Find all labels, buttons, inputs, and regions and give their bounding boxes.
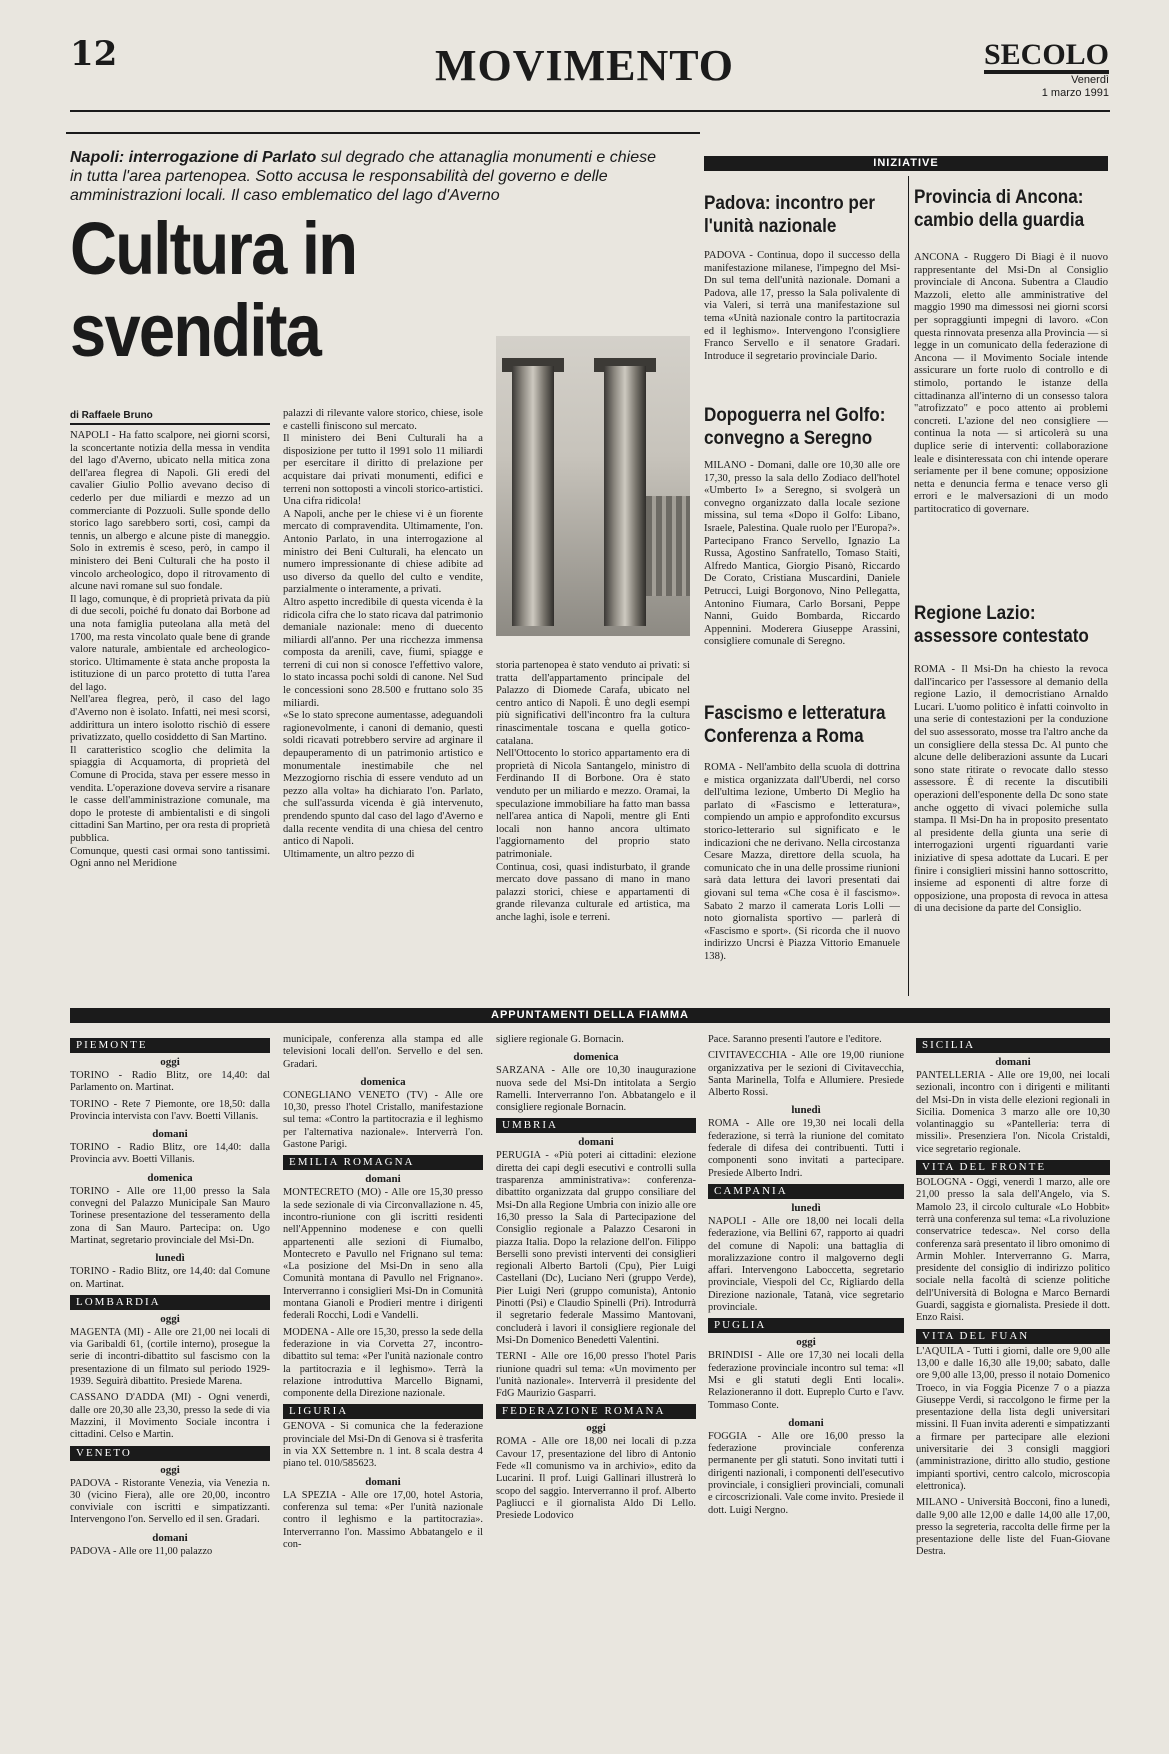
appointment-item: TORINO - Radio Blitz, ore 14,40: dal Comune on. Martinat.: [70, 1266, 270, 1290]
appuntamenti-col-2: [283, 1034, 483, 1744]
appointment-item: MILANO - Università Bocconi, fino a lunedì, dalle 9,00 alle 12,00 e dalle 14,00 alle 17,00, presso la segreteria, raccolta delle firme per la presentazione delle liste del Fuan-Giovane Destra.: [916, 1497, 1110, 1558]
day-heading: oggi: [586, 1422, 606, 1435]
appointment-item: BOLOGNA - Oggi, venerdì 1 marzo, alle ore 21,00 presso la sala dell'Angelo, via S. Mamolo 23, il circolo culturale «Lo Hobbit» terrà una conferenza sul tema: «La rivoluzione conservatrice tedesca». Nel corso della conferenza sarà presentato il libro omonimo di Armin Mohler. Interverranno G. Marra, presidente del consiglio di indirizzo politico sociale nella facoltà di scienze politiche dell'Università di Bologna e Marco Bernardi Guardi, saggista e giornalista. Presiede il dott. Enzo Raisi.: [916, 1177, 1110, 1324]
region-heading: VENETO: [70, 1446, 270, 1461]
appointment-item: BRINDISI - Alle ore 17,30 nei locali della federazione provinciale incontro sul tema: «Il Msi e gli statuti degli Enti locali». Relazioneranno il dott. Eupreplo Curto e l'avv. Tommaso Conte.: [708, 1350, 904, 1411]
region-heading: LOMBARDIA: [70, 1295, 270, 1310]
day-heading: oggi: [160, 1463, 180, 1476]
dopoguerra-title: Dopoguerra nel Golfo: convegno a Seregno: [704, 405, 886, 449]
region-heading: LIGURIA: [283, 1404, 483, 1419]
kicker-rest: sul degrado che attanaglia monumenti e chiese in tutta l'area partenopea. Sotto accusa le responsabilità del governo e delle amministrazioni locali. Il caso emblematico del lago d'Averno: [70, 149, 657, 204]
lazio-title: Regione Lazio: assessore contestato: [914, 603, 1089, 647]
day-heading: lunedì: [155, 1252, 185, 1265]
appointment-item: GENOVA - Si comunica che la federazione provinciale del Msi-Dn di Genova si è trasferita in via XX Settembre n. 1 int. 8 scala destra 4 piano tel. 010/585623.: [283, 1421, 483, 1470]
region-heading: FEDERAZIONE ROMANA: [496, 1404, 696, 1419]
appointment-item: NAPOLI - Alle ore 18,00 nei locali della federazione, via Bellini 67, rapporto ai quadri del comune di Napoli: una battaglia di moralizzazione contro il malgoverno degli affari. Intervengono Laboccetta, segretario provinciale, Viespoli del Cc, Rigliardo della Direzione nazionale, Tatanà, vice segretario provinciale.: [708, 1215, 904, 1314]
byline: di Raffaele Bruno: [70, 410, 270, 425]
appointment-item: CONEGLIANO VENETO (TV) - Alle ore 10,30, presso l'hotel Cristallo, manifestazione sul tema: «Contro la partitocrazia e il leghismo per l'alternativa nazionale». Interverrà l'on. Gastone Parigi.: [283, 1089, 483, 1151]
appointment-item: municipale, conferenza alla stampa ed alle televisioni locali dell'on. Servello e del sen. Gradari.: [283, 1034, 483, 1070]
article-headline: Cultura in svendita: [70, 208, 357, 372]
appointment-item: SARZANA - Alle ore 10,30 inaugurazione nuova sede del Msi-Dn intitolata a Sergio Ramelli. Interverranno l'on. Abbatangelo e il consigliere regionale Bornacin.: [496, 1065, 696, 1114]
doric-column-left: [512, 366, 554, 626]
article-col-3: storia partenopea è stato venduto ai privati: si tratta dell'appartamento principale del Palazzo di Diomede Carafa, ubicato nel centro antico di Napoli. È uno degli esempi più significativi dell'incontro fra la cultura rinascimentale toscana e quella gotico-catalana. Nell'Ottocento lo storico appartamento era di proprietà di Nicola Santangelo, ministro di Ferdinando II di Borbone. Ora è stato venduto per un miliardo e mezzo. Oramai, la speculazione immobiliare ha fatto man bassa nell'area antica di Napoli, mentre gli Enti locali non hanno ancora ultimato l'aggiornamento del proprio stato patrimoniale. Continua, così, quasi indisturbato, il grande mercato dove passano di mano in mano palazzi storici, chiese e appartamenti di grande rilevanza culturale ed artistica, ma anche laghi, isole e terreni.: [496, 660, 690, 923]
region-heading: CAMPANIA: [708, 1184, 904, 1199]
doric-column-right: [604, 366, 646, 626]
region-heading: PIEMONTE: [70, 1038, 270, 1053]
issue-day: Venerdì: [1071, 74, 1109, 86]
appointment-item: ROMA - Alle ore 19,30 nei locali della federazione, si terrà la riunione del comitato federale di difesa dei contribuenti. Tutti i componenti sono invitati a partecipare. Presiede Alberto Indri.: [708, 1118, 904, 1179]
appointment-item: TORINO - Alle ore 11,00 presso la Sala convegni del Palazzo Municipale San Mauro Torinese presentazione del tesseramento della zona di San Mauro. Partecipa: on. Ugo Martinat, segretario provinciale del Msi-Dn.: [70, 1185, 270, 1246]
dopoguerra-text: MILANO - Domani, dalle ore 10,30 alle ore 17,30, presso la sala dello Zodiaco dell'hotel «Umberto I» a Seregno, si svolgerà un convegno organizzato dalla locale sezione missina, sul tema «Dopo il Golfo: Libano, Israele, Palestina. Quale ruolo per l'Europa?». Partecipano Franco Servello, Ignazio La Russa, Agostino Sanfratello, Tomaso Staiti, Alfredo Mantica, Giorgio Pisanò, Riccardo De Corato, Cristiana Muscardini, Daniele Petrucci, Luigi Borgonovo, Nino Pellegatta, Antonino Fiumara, Carlo Borsani, Peppe Nanni, Guido Bombarda, Riccardo Appennini. Moderera Giuseppe Arassini, consigliere comunale di Seregno.: [704, 460, 900, 648]
header-rule: [70, 110, 1110, 112]
article-col-2: palazzi di rilevante valore storico, chiese, isole e castelli finiscono sul mercato. Il ministero dei Beni Culturali ha a disposizione per tutto il 1991 solo 11 miliardi per esercitare il diritto di prelazione per acquistare dai privati monumenti, edifici e terreni non sottoposti a vincoli storico-artistici. Una cifra ridicola! A Napoli, anche per le chiese vi è un fiorente mercato di compravendita. Ultimamente, l'on. Antonio Parlato, in una interrogazione al ministro dei Beni Culturali, ha elencato un numero impressionante di chiese adibite ad uso diverso da quello del culto e vendite, parzialmente o interamente, a privati. Altro aspetto incredibile di questa vicenda è la ridicola cifra che lo stato ricava dal patrimonio demaniale nazionale: meno di duecento miliardi all'anno. Per una ricchezza immensa composta da arenili, cave, fiumi, spiagge e terreni di cui non si conosce l'effettivo valore, lo stato incassa pochi soldi di canone. Nel Sud le concessioni sono 28.500 e fruttano solo 35 miliardi. «Se lo stato sprecone aumentasse, adeguandoli ragionevolmente, i canoni di demanio, questi soldi ricavati potrebbero servire ad arginare il depauperamento di un patrimonio artistico e monumentale inestimabile che nel Mezzogiorno rischia di essere venduto ad un pezzo alla volta» ha dichiarato l'on. Parlato, che sull'assurda vicenda è già intervenuto, prendendo spunto dal caso del lago d'Averno e dalla recente vendita di una chiesa del centro antico di Napoli. Ultimamente, un altro pezzo di: [283, 408, 483, 860]
appointment-item: ROMA - Alle ore 18,00 nei locali di p.zza Cavour 17, presentazione del libro di Antonio Fede «Il comunismo va in archivio», edito da Lucarini. Il prof. Luigi Gallinari illustrerà lo scopo del saggio. Interverranno il prof. Alberto Pagliucci e il giornalista Aldo Di Lello. Presiede Lodovico: [496, 1436, 696, 1522]
day-heading: lunedì: [791, 1201, 821, 1214]
appuntamenti-col-1: [70, 1034, 270, 1744]
article-kicker: [70, 148, 670, 205]
ancona-text: ANCONA - Ruggero Di Biagi è il nuovo rappresentante del Msi-Dn al Consiglio provinciale di Ancona. Subentra a Claudio Mazzoli, eletto alle amministrative del maggio 1990 ma dimessosi nei giorni scorsi per sopraggiunti impegni di lavoro. «Con questa rinnovata presenza alla Provincia — si legge in un comunicato della federazione di Ancona — il Movimento Sociale intende assicurare un forte ruolo di controllo e di stimolo, portando le istanze della cittadinanza all'interno di un consesso talora "atrofizzato" e poco attento ai problemi concreti. L'azione del neo consigliere — continua la nota — si articolerà su una duplice serie di interventi: collaborazione leale e disinteressata con chi intende operare seriamente per il bene comune; opposizione netta e denuncia ferma e tenace verso gli errori e le malversazioni di un modo partitocratico di governare.: [914, 252, 1108, 515]
appointment-item: TORINO - Rete 7 Piemonte, ore 18,50: dalla Provincia intervista con l'avv. Boetti Villanis.: [70, 1098, 270, 1122]
appointment-item: L'AQUILA - Tutti i giorni, dalle ore 9,00 alle 13,00 e dalle 16,30 alle 19,00; sabato, dalle ore 9,00 alle 13,00, presso il notaio Domenico Troeco, in via Foggia Picenze 7 o a piazza Giuseppe Verdi, si raccolgono le firme per la presentazione della lista degli universitari missini. Il Fuan invita aderenti e simpatizzanti a firmare per partecipare alle elezioni universitarie dei 3 consigli maggiori (amministrazione, diritto allo studio, gestione impianti sportivi, centro calcolo, microscopia elettronica).: [916, 1345, 1110, 1492]
day-heading: domani: [578, 1136, 614, 1149]
day-heading: domenica: [147, 1171, 193, 1184]
padova-text: PADOVA - Continua, dopo il successo della manifestazione milanese, l'impegno del Msi-Dn sul tema dell'unità nazionale. Domani a Padova, alle 17, presso la Sala polivalente di via Valeri, si terrà una manifestazione sul tema «Unità nazionale contro la partitocrazia ed il leghismo». Intervengono l'consigliere Franco Servello e il senatore Gradari. Introduce il segretario provinciale Dario.: [704, 250, 900, 362]
appointment-item: CIVITAVECCHIA - Alle ore 19,00 riunione organizzativa per le sezioni di Civitavecchia, Santa Marinella, Tolfa e Allumiere. Presiede Alberto Rossi.: [708, 1050, 904, 1099]
day-heading: oggi: [796, 1336, 816, 1349]
appointment-item: TORINO - Radio Blitz, ore 14,40: dalla Provincia avv. Boetti Villanis.: [70, 1142, 270, 1166]
day-heading: domani: [995, 1056, 1031, 1068]
section-title: MOVIMENTO: [434, 41, 735, 90]
appuntamenti-bar: APPUNTAMENTI DELLA FIAMMA: [70, 1008, 1110, 1023]
appointment-item: LA SPEZIA - Alle ore 17,00, hotel Astoria, conferenza sul tema: «Per l'unità nazionale contro il leghismo e la partitocrazia». Interverranno l'on. Massimo Abbatangelo e il con-: [283, 1489, 483, 1550]
day-heading: domani: [788, 1416, 824, 1429]
region-heading: VITA DEL FUAN: [916, 1329, 1110, 1344]
day-heading: lunedì: [791, 1104, 821, 1117]
appointment-item: CASSANO D'ADDA (MI) - Ogni venerdì, dalle ore 20,30 alle 23,30, presso la sede di via Mazzini, il Movimento Sociale incontra i cittadini. Celso e Martin.: [70, 1392, 270, 1441]
appointment-item: MODENA - Alle ore 15,30, presso la sede della federazione in via Corvetta 27, incontro-dibattito sul tema: «Per l'unità nazionale contro la partitocrazia e il leghismo». Terrà la relazione introduttiva Marcello Bignami, componente della Direzione nazionale.: [283, 1326, 483, 1400]
appointment-item: FOGGIA - Alle ore 16,00 presso la federazione provinciale conferenza permanente per gli statuti. Sono invitati tutti i dirigenti nazionali, i componenti dell'esecutivo provinciale, i consiglieri provinciali, comunali e circoscrizionali. Vale come invito. Presiede il dott. Luigi Nergno.: [708, 1430, 904, 1516]
region-heading: SICILIA: [916, 1038, 1110, 1053]
day-heading: oggi: [160, 1056, 180, 1068]
day-heading: domani: [365, 1475, 401, 1488]
ancona-title: Provincia di Ancona: cambio della guardia: [914, 187, 1085, 231]
appointment-item: PERUGIA - «Più poteri ai cittadini: elezione diretta dei capi degli esecutivi e controlli sulla trasparenza amministrativa»: conferenza-dibattito organizzata dal gruppo consiliare del Msi-Dn alla Regione Umbria con inizio alle ore 16,30 presso la Sala di Partecipazione del Consiglio regionale a Palazzo Cesaroni in piazza Italia. Dopo la relazione dell'on. Filippo Berselli sono previsti interventi dei consiglieri regionali Alberto Bartoli (Cpu), Pier Luigi Castellani (Dc), Luciano Neri (gruppo Verde), Pier Luigi Neri (gruppo comunista), Antonio Pinotti (Psi) e Claudio Spinelli (Pri). Introdurrà il segretario federale Massimo Mantovani, concluderà i lavori il consigliere regionale del Msi-Dn Domenico Benedetti Valentini.: [496, 1150, 696, 1346]
fascismo-title: Fascismo e letteratura Conferenza a Roma: [704, 703, 886, 747]
distant-temple: [646, 496, 690, 596]
region-heading: VITA DEL FRONTE: [916, 1160, 1110, 1175]
temple-photo: [496, 336, 690, 636]
appointment-item: sigliere regionale G. Bornacin.: [496, 1034, 624, 1045]
masthead-logo: SECOLO: [984, 40, 1109, 74]
region-heading: EMILIA ROMAGNA: [283, 1155, 483, 1170]
appointment-item: PADOVA - Ristorante Venezia, via Venezia n. 30 (vicino Fiera), alle ore 20,00, incontro conviviale con iscritti e simpatizzanti. Intervengono l'on. Servello ed il sen. Gradari.: [70, 1477, 270, 1526]
appointment-item: PADOVA - Alle ore 11,00 palazzo: [70, 1545, 213, 1557]
iniziative-divider: [908, 176, 909, 996]
day-heading: domani: [152, 1531, 188, 1544]
appuntamenti-col-3: [496, 1034, 696, 1744]
iniziative-bar: INIZIATIVE: [704, 156, 1108, 171]
appointment-item: MAGENTA (MI) - Alle ore 21,00 nei locali di via Garibaldi 61, (cortile interno), prosegue la serie di incontri-dibattito sul fascismo con la presentazione di un filmato sul periodo 1929-1939. Seguirà dibattito. Presiede Marena.: [70, 1326, 270, 1388]
appointment-item: PANTELLERIA - Alle ore 19,00, nei locali sezionali, incontro con i dirigenti e militanti del Msi-Dn in vista delle elezioni regionali in Sicilia. Domenica 3 marzo alle ore 10,30 volantinaggio su «Pantelleria: terra di missili». Presenziera l'on. Nicola Cristaldi, vice segretario regionale.: [916, 1070, 1110, 1155]
fascismo-text: ROMA - Nell'ambito della scuola di dottrina e mistica organizzata dall'Uberdi, nel corso dell'ultima lezione, Umberto Di Meglio ha parlato di «Fascismo e letteratura», compiendo un ampio e approfondito excursus storico-letterario sul significato e le indicazioni che ne derivano. Nella circostanza Cesare Mazza, direttore della scuola, ha comunicato che in una delle prossime riunioni sarà data lettura dei lavori presentati dai giovani sul tema «Che cosa è il fascismo». Sabato 2 marzo il camerata Loris Lolli — noto giornalista sportivo — parlerà di «Fascismo e sport». (Si ricorda che il nuovo indirizzo Uncrsi è Piazza Vittorio Emanuele 138).: [704, 762, 900, 962]
appointment-item: TORINO - Radio Blitz, ore 14,40: dal Parlamento on. Martinat.: [70, 1070, 270, 1094]
region-heading: PUGLIA: [708, 1318, 904, 1333]
kicker-lead: Napoli: interrogazione di Parlato: [70, 149, 317, 166]
lazio-text: ROMA - Il Msi-Dn ha chiesto la revoca dall'incarico per l'assessore al demanio della regione Lazio, il democristiano Arnaldo Lucari. L'uomo politico è infatti coinvolto in una serie di contestazioni per la conduzione del suo assessorato, mosse tra l'altro anche da un consigliere della stessa Dc. Al punto che alcune delle deliberazioni assunte da Lucari sono state ritirate o revocate dallo stesso assessore. È di recente la discutibili operazioni dell'esponente della Dc sono state anche oggetto di vivaci polemiche sulla stampa. Il Msi-Dn ha in proposito presentato al presidente della giunta una serie di interrogazioni urgenti riguardanti varie iniziative di spesa adottate da Lucari. E per finire i consiglieri missini hanno sottoscritto, insieme ad esponenti di altre forze di opposizione, una proposta di revoca in attesa di una decisione da parte del Consiglio.: [914, 664, 1108, 915]
region-heading: UMBRIA: [496, 1118, 696, 1133]
appointment-item: MONTECRETO (MO) - Alle ore 15,30 presso la sede sezionale di via Circonvallazione n. 45, incontro-riunione con gli iscritti residenti nell'Appennino modenese e con quelli appartenenti alle sezioni di Fiumalbo, Montecreto e Pavullo nel Frignano sul tema: «La posizione del Msi-Dn in seno alla Comunità montana di Pavullo nel Frignano». Interverranno i consiglieri Msi-Dn in Comunità montana Gianoli e Prodieri mentre i dirigenti federali Rocchi, Lodi e Vandelli.: [283, 1187, 483, 1322]
issue-date: 1 marzo 1991: [1041, 87, 1109, 99]
appuntamenti-col-4: [708, 1034, 904, 1744]
padova-title: Padova: incontro per l'unità nazionale: [704, 193, 876, 237]
page-number: 12: [70, 34, 118, 74]
day-heading: oggi: [160, 1312, 180, 1325]
appointment-item: TERNI - Alle ore 16,00 presso l'hotel Paris riunione quadri sul tema: «Un movimento per l'unità nazionale». Interverrà il presidente del FdG Maurizio Gasparri.: [496, 1351, 696, 1400]
appuntamenti-col-5: [916, 1034, 1110, 1744]
appointment-item: Pace. Saranno presenti l'autore e l'editore.: [708, 1034, 882, 1045]
day-heading: domenica: [360, 1075, 406, 1088]
day-heading: domani: [152, 1128, 188, 1141]
day-heading: domenica: [573, 1051, 619, 1064]
article-col-1: NAPOLI - Ha fatto scalpore, nei giorni scorsi, la sconcertante notizia della messa in vendita del lago d'Averno, ubicato nella mitica zona dell'area flegrea di Napoli. Gli eredi del cavalier Giulio Pollio avevano deciso di cederlo per due miliardi e mezzo ad un commerciante di Pozzuoli. Sulle sponde dello storico lago sarebbero sorti, così, campi da tennis, un albergo e alcune piste di maneggio. Solo in extremis è sceso, però, in campo il ministero dei Beni Culturali che ha posto il vincolo archeologico, dopo il ritrovamento di alcune navi romane sul suo fondale. Il lago, comunque, è di proprietà privata da più di due secoli, poiché fu donato dai Borbone ad una nota famiglia puteolana alla metà del 1700, ma resta vincolato quale bene di grande valore naturale, ambientale ed archeologico-storico. Ultimamente è stata anche proposta la istituzione di un parco protetto di tutta l'area del lago. Nell'area flegrea, però, il caso del lago d'Averno non è isolato. Infatti, nei mesi scorsi, addirittura un intero isolotto rischiò di essere privatizzato, quello cosiddetto di San Martino. Il caratteristico scoglio che delimita la spiaggia di Acquamorta, di proprietà del Comune di Procida, stava per essere messo in vendita. L'operazione doveva servire a risanare le casse dell'amministrazione comunale, ma dopo le proteste di ambientalisti e di singoli cittadini San Martino, per ora resta di proprietà pubblica. Comunque, questi casi ormai sono tantissimi. Ogni anno nel Meridione: [70, 430, 270, 870]
day-heading: domani: [365, 1173, 401, 1186]
masthead: [984, 40, 1109, 100]
